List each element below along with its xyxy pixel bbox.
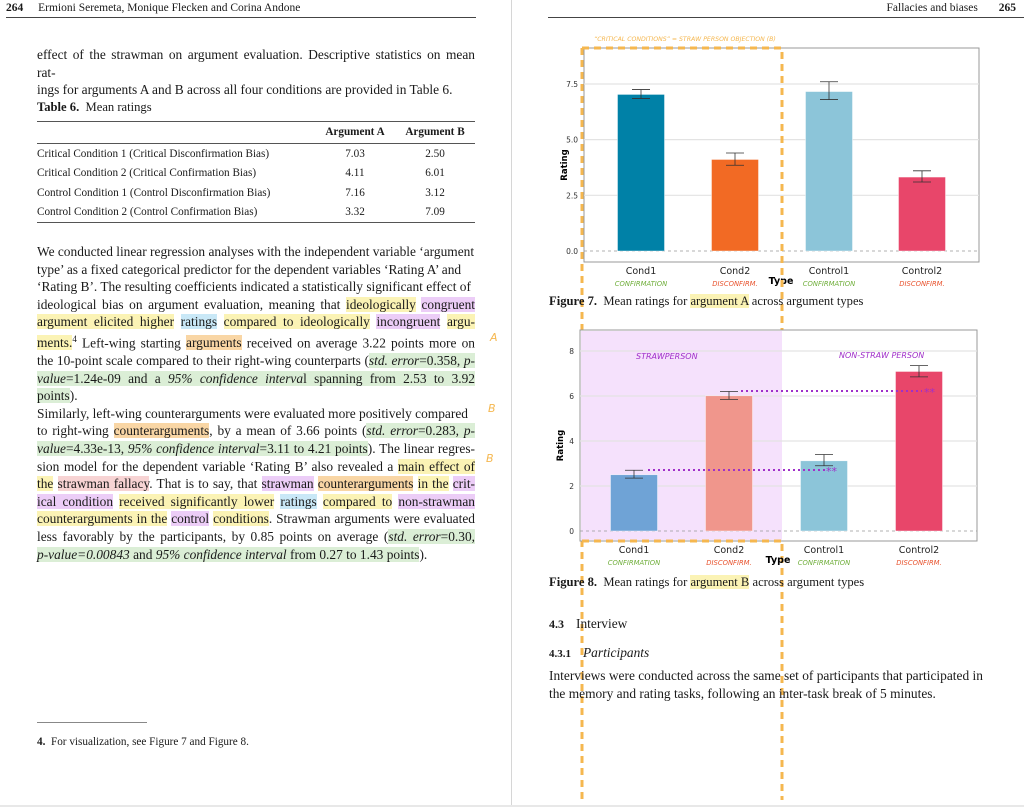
table-header: Argument B [395, 122, 475, 144]
italic: std. error [388, 528, 441, 544]
non-strawperson-annotation: NON-STRAW PERSON [839, 351, 925, 360]
text-line: effect of the strawman on argument evaluation. Descriptive statistics on mean rat- [37, 47, 475, 80]
highlight: counterarguments in the [37, 511, 168, 527]
table-cell: 3.32 [315, 203, 395, 223]
section-number: 4.3 [549, 617, 564, 631]
footnote-text: For visualization, see Figure 7 and Figure 8. [50, 736, 249, 748]
handwritten-category-note: CONFIRMATION [802, 280, 856, 288]
x-tick-label: Control1 [803, 545, 845, 556]
text: ). The linear regres- [367, 441, 475, 456]
table-cell: 7.03 [345, 147, 365, 160]
table-cell: 7.16 [345, 186, 365, 199]
italic: std. error [366, 423, 418, 439]
handwritten-category-note: DISCONFIRM. [896, 559, 942, 567]
caption-text: across argument types [749, 575, 865, 589]
highlight: arguments [186, 335, 242, 351]
text-line: Interviews were conducted across the same set of participants that participated in [549, 668, 983, 683]
y-tick-label: 0.0 [566, 247, 578, 256]
highlight: congruent [421, 296, 475, 312]
highlight: strawman [261, 476, 314, 492]
x-tick-label: Cond2 [713, 545, 745, 556]
table-title: Mean ratings [85, 100, 152, 114]
bar-cond2 [712, 159, 759, 251]
highlight: the [37, 476, 54, 492]
table-cell: 6.01 [425, 167, 445, 179]
text: sion model for the dependent variable ‘Rating B’ also revealed a [37, 458, 398, 474]
table-cell: Control Condition 1 (Control Disconfirmation Bias) [37, 186, 271, 199]
highlight: argu- [446, 314, 475, 330]
text-line: Similarly, left-wing counterarguments were evaluated more positively compared [37, 405, 468, 421]
page-number: 265 [998, 2, 1016, 14]
x-tick-label: Cond2 [719, 266, 751, 277]
text: =1.24e-09 and a [66, 370, 168, 386]
italic: p- [463, 353, 475, 369]
margin-note-b: B [488, 402, 496, 415]
highlight: control [171, 511, 210, 527]
highlight: ments. [37, 335, 73, 351]
text-line: type’ as a fixed categorical predictor for the dependent variables ‘Rating A’ and [37, 261, 462, 277]
y-tick-label: 0 [569, 527, 574, 536]
highlight: argument elicited higher [37, 314, 175, 330]
y-tick-label: 2.5 [566, 191, 578, 201]
handwritten-category-note: DISCONFIRM. [899, 280, 945, 288]
highlight: ical condition [37, 493, 114, 509]
highlight: crit- [452, 476, 476, 492]
bar-control1 [806, 92, 853, 251]
subsection-number: 4.3.1 [549, 648, 571, 660]
figure-label: Figure 8. [549, 575, 598, 589]
section-heading [549, 616, 627, 632]
y-tick-label: 6 [569, 392, 574, 401]
text: and [129, 546, 156, 562]
text: less favorably by the participants, by 0.85 points on average ( [37, 528, 389, 544]
italic: =0.00843 [77, 546, 130, 562]
highlight: in the [417, 476, 449, 492]
y-tick-label: 4 [569, 437, 574, 446]
highlight: ratings [180, 314, 218, 330]
figure-7-caption [549, 294, 863, 309]
highlight: counterarguments [317, 476, 414, 492]
highlight: argument B [690, 575, 750, 589]
bar-control2 [896, 371, 943, 531]
y-tick-label: 7.5 [566, 79, 578, 89]
highlight: ratings [280, 493, 317, 509]
subsection-heading [549, 645, 649, 661]
highlight: strawman fallacy [57, 476, 150, 492]
caption-text: across argument types [748, 294, 864, 308]
table-cell: Critical Condition 2 (Critical Confirmation Bias) [37, 167, 257, 179]
bar-cond2 [706, 396, 753, 531]
margin-note-b: B [486, 452, 494, 465]
y-tick-label: 5.0 [566, 135, 578, 145]
text: =0.358, [419, 353, 464, 369]
highlight: main effect of [397, 458, 476, 474]
italic: 95% confidence interval [127, 441, 260, 456]
authors: Ermioni Seremeta, Monique Flecken and Corina Andone [38, 2, 301, 14]
table-label: Table 6. [37, 100, 80, 114]
italic: value [37, 370, 66, 386]
table-header: Argument A [315, 122, 395, 144]
italic: 95% confidence interva [167, 370, 304, 386]
italic: p- [463, 423, 475, 439]
text: =0.283, [417, 423, 464, 439]
highlight: conditions [213, 511, 269, 527]
bar-cond1 [618, 94, 665, 251]
handwritten-category-note: CONFIRMATION [614, 280, 668, 288]
table-cell: 2.50 [425, 147, 445, 160]
text: . Strawman arguments were evaluated [268, 511, 475, 527]
bar-control1 [801, 461, 848, 531]
highlight: counterarguments [113, 423, 210, 439]
italic: p-value [37, 546, 78, 562]
x-tick-label: Cond1 [625, 266, 657, 277]
bar-control2 [899, 177, 946, 251]
text: , by a mean of 3.66 points ( [209, 423, 367, 439]
handwritten-category-note: DISCONFIRM. [712, 280, 758, 288]
text: the 10-point scale compared to their right-wing counterparts ( [37, 353, 369, 369]
table-cell: Critical Condition 1 (Critical Disconfirmation Bias) [37, 147, 270, 160]
text: =3.11 to 4.21 points [259, 441, 368, 456]
figure-8-chart [556, 330, 977, 567]
y-axis-label: Rating [560, 149, 570, 181]
x-tick-label: Control1 [808, 266, 850, 277]
journal-section: Fallacies and biases [886, 2, 978, 14]
handwritten-category-note: DISCONFIRM. [706, 559, 752, 567]
highlight: argument A [690, 294, 749, 308]
x-tick-label: Cond1 [618, 545, 650, 556]
italic: 95% confidence interval [155, 546, 287, 562]
table-cell: 3.12 [425, 186, 445, 199]
significance-marker: ** [826, 465, 837, 478]
highlight: incongruent [376, 314, 441, 330]
figure-label: Figure 7. [549, 294, 598, 308]
highlight: received significantly lower [119, 493, 275, 509]
page-number: 264 [6, 2, 24, 14]
figure-8-caption [549, 575, 864, 590]
x-axis-label: Type [765, 555, 791, 566]
footnote-number: 4. [37, 736, 46, 748]
strawperson-annotation: STRAWPERSON [636, 352, 698, 361]
fig7-handwritten-annotation: “CRITICAL CONDITIONS” = STRAW PERSON OBJECTION (B) [594, 36, 776, 43]
y-tick-label: 2 [569, 482, 574, 491]
text-line: ‘Rating B’. The resulting coefficients indicated a statistically significant effect of [37, 279, 471, 295]
x-tick-label: Control2 [898, 545, 940, 556]
text: ideological bias on argument evaluation, meaning that [37, 296, 346, 312]
text: Left-wing starting [76, 335, 186, 351]
italic: std. error [368, 353, 420, 369]
text: received on average 3.22 points more on [241, 335, 475, 351]
text: to right-wing [37, 423, 114, 439]
section-title: Interview [576, 616, 628, 631]
table-cell: 7.09 [395, 203, 475, 223]
bar-cond1 [611, 475, 658, 531]
highlight: compared to ideologically [223, 314, 370, 330]
highlight: compared to [322, 493, 393, 509]
margin-note-a: A [490, 331, 498, 344]
interview-paragraph [549, 667, 994, 702]
y-tick-label: 8 [569, 347, 574, 356]
text: from 0.27 to 1.43 points [286, 546, 420, 562]
highlight: ideologically [345, 296, 416, 312]
handwritten-category-note: CONFIRMATION [797, 559, 851, 567]
subsection-title: Participants [583, 645, 650, 660]
caption-text: Mean ratings for [603, 294, 691, 308]
significance-marker: ** [924, 386, 935, 399]
x-tick-label: Control2 [901, 266, 943, 277]
text: ). [419, 546, 428, 562]
y-axis-label: Rating [556, 429, 566, 462]
footnote-ref[interactable]: 4 [72, 333, 77, 344]
text: =0.30, [440, 528, 475, 544]
x-axis-label: Type [768, 276, 794, 287]
highlight: non-strawman [398, 493, 475, 509]
text: l spanning from 2.53 to 3.92 points [37, 370, 475, 404]
text-line: the memory and rating tasks, following an inter-task break of 5 minutes. [549, 685, 936, 701]
text: . That is to say, that [149, 476, 262, 492]
table-cell: Control Condition 2 (Control Confirmation Bias) [37, 203, 315, 223]
caption-text: Mean ratings for [603, 575, 691, 589]
table-cell: 4.11 [345, 167, 365, 179]
handwritten-category-note: CONFIRMATION [607, 559, 661, 567]
text: ). [69, 388, 78, 404]
italic: value [37, 441, 66, 456]
text-line: We conducted linear regression analyses with the independent variable ‘argument [37, 244, 475, 259]
text-line: ings for arguments A and B across all four conditions are provided in Table 6. [37, 82, 453, 98]
text: =4.33e-13, [66, 441, 128, 456]
